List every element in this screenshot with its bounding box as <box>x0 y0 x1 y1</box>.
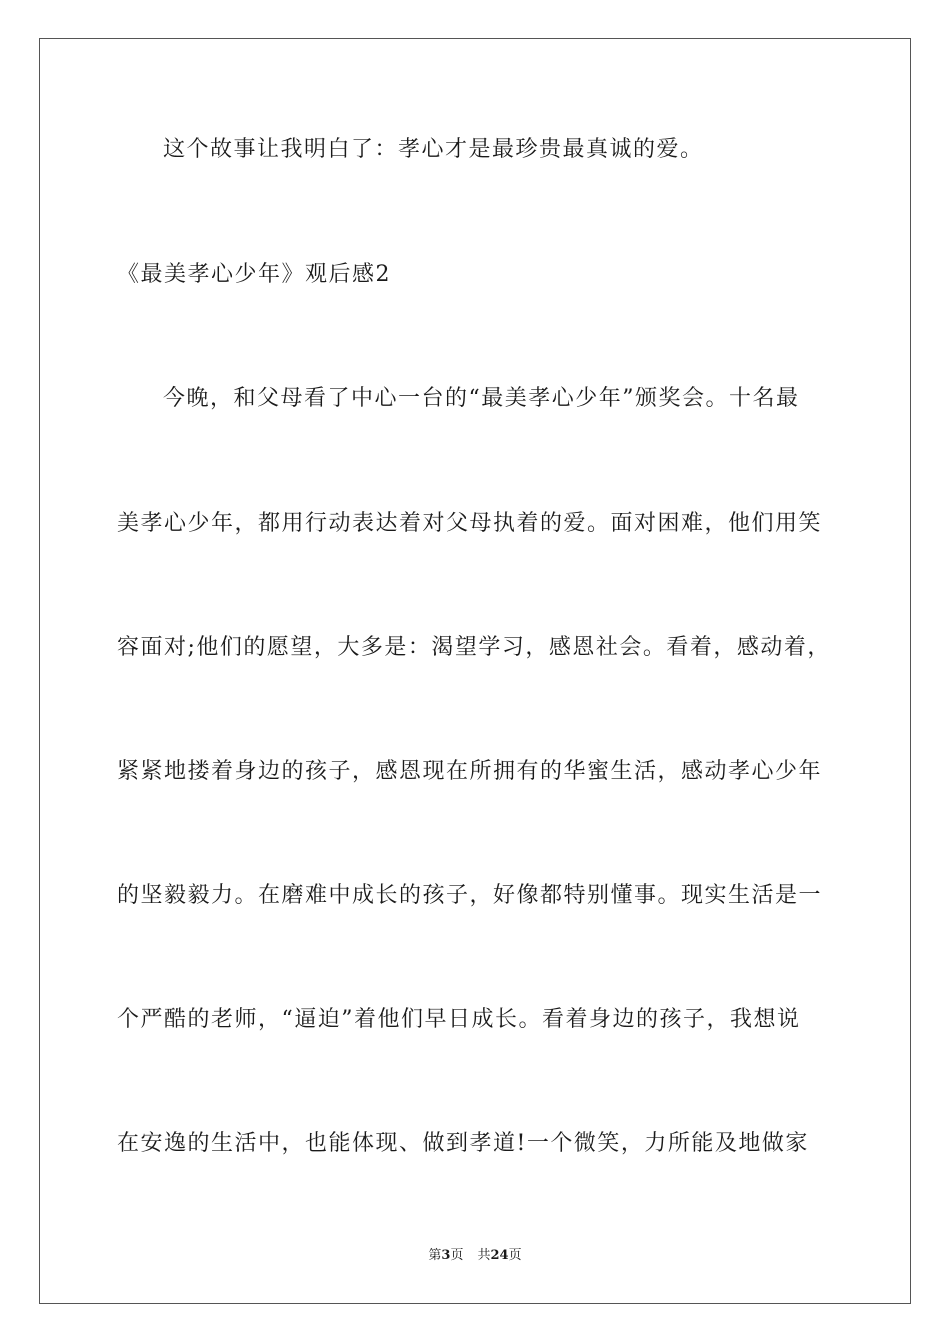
footer-page-suffix: 页 <box>450 1248 464 1263</box>
page-border <box>39 38 911 1304</box>
paragraph-line-6: 的坚毅毅力。在磨难中成长的孩子，好像都特别懂事。现实生活是一 <box>117 883 823 908</box>
section-heading: 《最美孝心少年》观后感2 <box>117 262 391 287</box>
paragraph-line-3: 美孝心少年，都用行动表达着对父母执着的爱。面对困难，他们用笑 <box>117 511 823 536</box>
paragraph-line-7: 个严酷的老师，“逼迫”着他们早日成长。看着身边的孩子，我想说 <box>117 1007 801 1032</box>
paragraph-line-8: 在安逸的生活中，也能体现、做到孝道!一个微笑，力所能及地做家 <box>117 1131 809 1156</box>
footer-total-pages: 24 <box>490 1248 509 1263</box>
page-footer <box>0 1247 950 1265</box>
paragraph-line-5: 紧紧地搂着身边的孩子，感恩现在所拥有的华蜜生活，感动孝心少年 <box>117 759 823 784</box>
paragraph-line-2: 今晚，和父母看了中心一台的“最美孝心少年”颁奖会。十名最 <box>163 386 800 411</box>
footer-total-suffix: 页 <box>508 1248 522 1263</box>
paragraph-line-1: 这个故事让我明白了：孝心才是最珍贵最真诚的爱。 <box>163 137 704 162</box>
footer-page-prefix: 第 <box>428 1248 442 1263</box>
footer-page-number: 3 <box>441 1248 451 1263</box>
paragraph-line-4: 容面对;他们的愿望，大多是：渴望学习，感恩社会。看着，感动着， <box>117 635 831 660</box>
footer-total-prefix: 共 <box>477 1248 491 1263</box>
